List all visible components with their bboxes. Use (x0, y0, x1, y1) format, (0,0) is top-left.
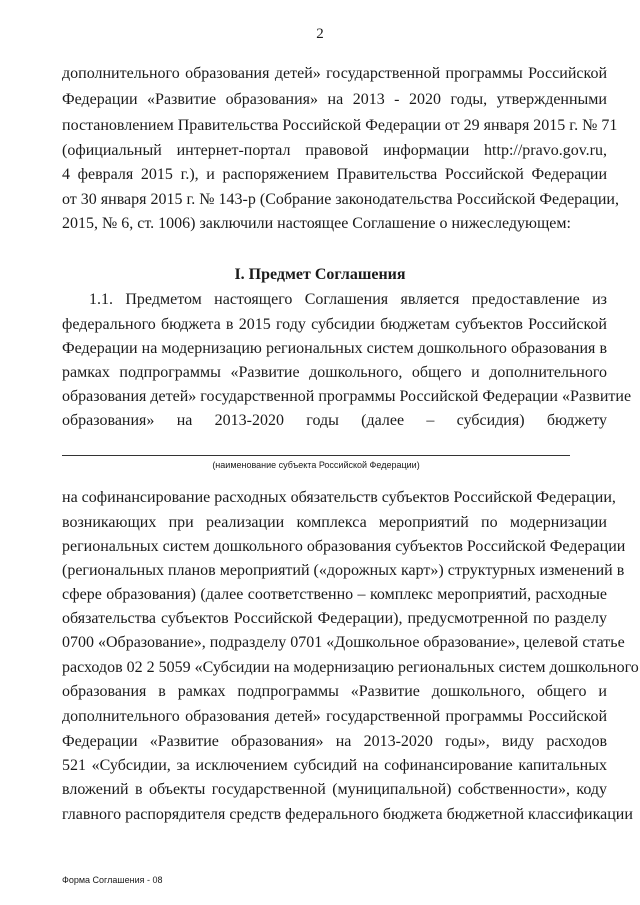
body-line: вложений в объекты государственной (муниципальной) собственности», коду (62, 781, 607, 798)
fill-in-line (62, 455, 570, 456)
clause-line: Федерации на модернизацию региональных систем дошкольного образования в (62, 340, 607, 357)
body-line: обязательства субъектов Российской Федерации), предусмотренной по разделу (62, 610, 607, 627)
clause-line: образования детей» государственной программы Российской Федерации «Развитие (62, 388, 632, 405)
body-line: (региональных планов мероприятий («дорожных карт») структурных изменений в (62, 562, 625, 579)
intro-line: от 30 января 2015 г. № 143-р (Собрание законодательства Российской Федерации, (62, 191, 619, 208)
body-line: региональных систем дошкольного образования субъектов Российской Федерации (62, 538, 626, 555)
fill-in-caption: (наименование субъекта Российской Федерации) (212, 460, 420, 470)
body-line: дополнительного образования детей» государственной программы Российской (62, 708, 607, 725)
body-line: Федерации «Развитие образования» на 2013-2020 годы», виду расходов (62, 733, 607, 750)
body-line: сфере образования) (далее соответственно – комплекс мероприятий, расходные (62, 586, 607, 603)
section-heading: I. Предмет Соглашения (234, 266, 406, 283)
intro-line: 2015, № 6, ст. 1006) заключили настоящее Соглашение о нижеследующем: (62, 215, 571, 232)
intro-line: постановлением Правительства Российской Федерации от 29 января 2015 г. № 71 (62, 117, 618, 134)
clause-line: образования» на 2013-2020 годы (далее – субсидия) бюджету (62, 412, 607, 429)
body-line: образования в рамках подпрограммы «Развитие дошкольного, общего и (62, 683, 607, 700)
clause-line: рамках подпрограммы «Развитие дошкольного, общего и дополнительного (62, 364, 607, 381)
form-footer: Форма Соглашения - 08 (62, 875, 163, 885)
intro-line: дополнительного образования детей» государственной программы Российской (62, 65, 607, 82)
page-number: 2 (316, 26, 324, 42)
body-line: 521 «Субсидии, за исключением субсидий на софинансирование капитальных (62, 757, 607, 774)
clause-line: федерального бюджета в 2015 году субсидии бюджетам субъектов Российской (62, 316, 607, 333)
body-line: расходов 02 2 5059 «Субсидии на модернизацию региональных систем дошкольного (62, 659, 639, 676)
body-line: 0700 «Образование», подразделу 0701 «Дошкольное образование», целевой статье (62, 634, 625, 651)
clause-line: 1.1. Предметом настоящего Соглашения является предоставление из (89, 291, 607, 308)
body-line: на софинансирование расходных обязательств субъектов Российской Федерации, (62, 489, 616, 506)
intro-line: Федерации «Развитие образования» на 2013 - 2020 годы, утвержденными (62, 91, 607, 108)
body-line: главного распорядителя средств федерального бюджета бюджетной классификации (62, 806, 633, 823)
intro-line: (официальный интернет-портал правовой информации http://pravo.gov.ru, (62, 142, 607, 159)
body-line: возникающих при реализации комплекса мероприятий по модернизации (62, 514, 607, 531)
intro-line: 4 февраля 2015 г.), и распоряжением Правительства Российской Федерации (62, 166, 607, 183)
